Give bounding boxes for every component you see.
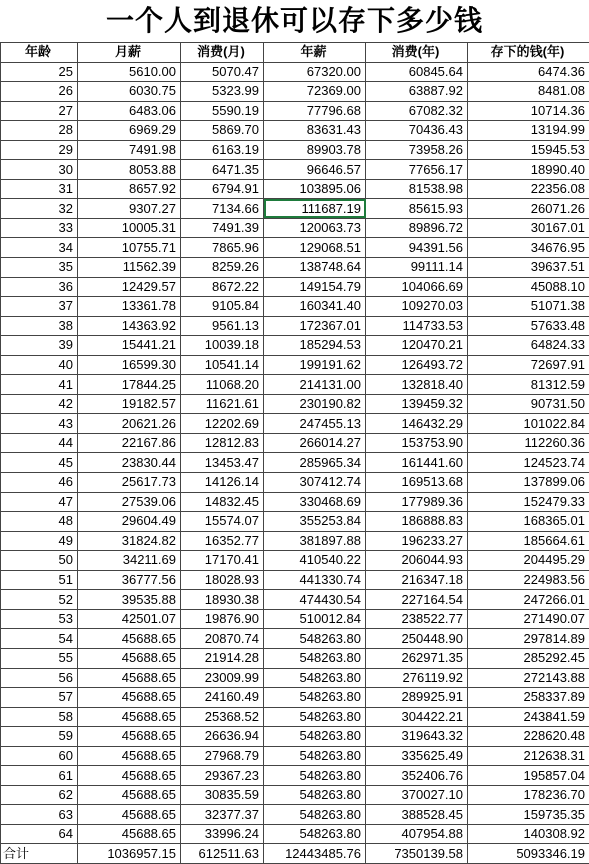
age-cell[interactable]: 52 [1,590,78,610]
age-cell[interactable]: 50 [1,551,78,571]
annual-savings-cell[interactable]: 124523.74 [468,453,589,473]
monthly-salary-cell[interactable]: 29604.49 [78,512,181,532]
table-row [1,492,589,512]
header-annual-savings[interactable]: 存下的钱(年) [468,43,589,63]
annual-savings-cell[interactable]: 6474.36 [468,62,589,82]
annual-spending-cell[interactable]: 227164.54 [366,590,468,610]
monthly-salary-cell[interactable]: 39535.88 [78,590,181,610]
annual-savings-cell[interactable]: 137899.06 [468,473,589,493]
age-cell[interactable]: 43 [1,414,78,434]
annual-savings-cell[interactable]: 26071.26 [468,199,589,219]
annual-salary-cell[interactable]: 160341.40 [264,297,366,317]
age-cell[interactable]: 63 [1,805,78,825]
age-cell[interactable]: 45 [1,453,78,473]
monthly-spending-cell[interactable]: 30835.59 [181,785,264,805]
table-row [1,140,589,160]
annual-spending-cell[interactable]: 126493.72 [366,355,468,375]
annual-salary-cell[interactable]: 441330.74 [264,570,366,590]
monthly-salary-cell[interactable]: 8053.88 [78,160,181,180]
monthly-spending-cell[interactable]: 8259.26 [181,258,264,278]
table-row [1,316,589,336]
annual-salary-cell[interactable]: 548263.80 [264,648,366,668]
annual-spending-cell[interactable]: 289925.91 [366,688,468,708]
table-row [1,551,589,571]
table-row [1,805,589,825]
monthly-spending-cell[interactable]: 11068.20 [181,375,264,395]
annual-salary-cell[interactable]: 381897.88 [264,531,366,551]
header-monthly-spending[interactable]: 消费(月) [181,43,264,63]
table-row [1,590,589,610]
monthly-salary-cell[interactable]: 9307.27 [78,199,181,219]
monthly-salary-cell[interactable]: 22167.86 [78,433,181,453]
age-cell[interactable]: 44 [1,433,78,453]
monthly-spending-cell[interactable]: 24160.49 [181,688,264,708]
annual-savings-cell[interactable]: 81312.59 [468,375,589,395]
annual-savings-cell[interactable]: 243841.59 [468,707,589,727]
header-annual-spending[interactable]: 消费(年) [366,43,468,63]
monthly-salary-cell[interactable]: 45688.65 [78,707,181,727]
monthly-salary-cell[interactable]: 13361.78 [78,297,181,317]
monthly-spending-cell[interactable]: 18930.38 [181,590,264,610]
annual-savings-cell[interactable]: 195857.04 [468,766,589,786]
annual-salary-cell[interactable]: 285965.34 [264,453,366,473]
table-row [1,414,589,434]
annual-salary-cell[interactable]: 548263.80 [264,707,366,727]
monthly-spending-cell[interactable]: 20870.74 [181,629,264,649]
annual-savings-cell[interactable]: 224983.56 [468,570,589,590]
annual-salary-cell[interactable]: 410540.22 [264,551,366,571]
annual-spending-cell[interactable]: 70436.43 [366,121,468,141]
annual-spending-cell[interactable]: 250448.90 [366,629,468,649]
table-row [1,668,589,688]
annual-spending-cell[interactable]: 77656.17 [366,160,468,180]
annual-salary-cell[interactable]: 548263.80 [264,688,366,708]
annual-salary-cell[interactable]: 199191.62 [264,355,366,375]
table-row [1,648,589,668]
monthly-spending-cell[interactable]: 7491.39 [181,218,264,238]
table-row [1,160,589,180]
annual-salary-cell[interactable]: 111687.19 [264,199,366,219]
annual-salary-cell[interactable]: 67320.00 [264,62,366,82]
retirement-savings-table [0,42,589,864]
annual-spending-cell[interactable]: 85615.93 [366,199,468,219]
age-cell[interactable]: 37 [1,297,78,317]
monthly-spending-cell[interactable]: 8672.22 [181,277,264,297]
total-annual-spending-cell[interactable]: 7350139.58 [366,844,468,864]
annual-salary-cell[interactable]: 230190.82 [264,394,366,414]
table-row [1,394,589,414]
monthly-spending-cell[interactable]: 11621.61 [181,394,264,414]
annual-spending-cell[interactable]: 132818.40 [366,375,468,395]
table-row [1,258,589,278]
annual-spending-cell[interactable]: 186888.83 [366,512,468,532]
annual-spending-cell[interactable]: 352406.76 [366,766,468,786]
annual-savings-cell[interactable]: 228620.48 [468,727,589,747]
annual-spending-cell[interactable]: 407954.88 [366,824,468,844]
header-monthly-salary[interactable]: 月薪 [78,43,181,63]
table-row [1,355,589,375]
age-cell[interactable]: 55 [1,648,78,668]
annual-spending-cell[interactable]: 153753.90 [366,433,468,453]
age-cell[interactable]: 38 [1,316,78,336]
table-row [1,727,589,747]
table-row [1,453,589,473]
age-cell[interactable]: 29 [1,140,78,160]
annual-salary-cell[interactable]: 548263.80 [264,727,366,747]
table-row [1,766,589,786]
annual-salary-cell[interactable]: 103895.06 [264,179,366,199]
monthly-spending-cell[interactable]: 5590.19 [181,101,264,121]
table-row [1,238,589,258]
annual-spending-cell[interactable]: 146432.29 [366,414,468,434]
total-monthly-salary-cell[interactable]: 1036957.15 [78,844,181,864]
monthly-salary-cell[interactable]: 10005.31 [78,218,181,238]
annual-spending-cell[interactable]: 109270.03 [366,297,468,317]
annual-savings-cell[interactable]: 13194.99 [468,121,589,141]
annual-salary-cell[interactable]: 247455.13 [264,414,366,434]
annual-salary-cell[interactable]: 548263.80 [264,766,366,786]
monthly-salary-cell[interactable]: 11562.39 [78,258,181,278]
annual-spending-cell[interactable]: 114733.53 [366,316,468,336]
table-row [1,375,589,395]
annual-salary-cell[interactable]: 548263.80 [264,785,366,805]
annual-spending-cell[interactable]: 81538.98 [366,179,468,199]
table-row [1,199,589,219]
age-cell[interactable]: 46 [1,473,78,493]
age-cell[interactable]: 48 [1,512,78,532]
monthly-spending-cell[interactable]: 14832.45 [181,492,264,512]
monthly-salary-cell[interactable]: 6969.29 [78,121,181,141]
annual-savings-cell[interactable]: 18990.40 [468,160,589,180]
monthly-salary-cell[interactable]: 16599.30 [78,355,181,375]
annual-spending-cell[interactable]: 89896.72 [366,218,468,238]
annual-salary-cell[interactable]: 129068.51 [264,238,366,258]
age-cell[interactable]: 49 [1,531,78,551]
monthly-salary-cell[interactable]: 17844.25 [78,375,181,395]
table-row [1,707,589,727]
annual-spending-cell[interactable]: 60845.64 [366,62,468,82]
monthly-salary-cell[interactable]: 45688.65 [78,766,181,786]
age-cell[interactable]: 57 [1,688,78,708]
age-cell[interactable]: 32 [1,199,78,219]
monthly-salary-cell[interactable]: 14363.92 [78,316,181,336]
monthly-spending-cell[interactable]: 25368.52 [181,707,264,727]
monthly-spending-cell[interactable]: 10039.18 [181,336,264,356]
monthly-spending-cell[interactable]: 21914.28 [181,648,264,668]
annual-spending-cell[interactable]: 169513.68 [366,473,468,493]
age-cell[interactable]: 41 [1,375,78,395]
annual-salary-cell[interactable]: 330468.69 [264,492,366,512]
age-cell[interactable]: 25 [1,62,78,82]
monthly-spending-cell[interactable]: 10541.14 [181,355,264,375]
annual-spending-cell[interactable]: 63887.92 [366,82,468,102]
table-row [1,277,589,297]
annual-savings-cell[interactable]: 178236.70 [468,785,589,805]
table-row [1,785,589,805]
monthly-salary-cell[interactable]: 45688.65 [78,805,181,825]
annual-savings-cell[interactable]: 204495.29 [468,551,589,571]
annual-salary-cell[interactable]: 266014.27 [264,433,366,453]
total-monthly-spending-cell[interactable]: 612511.63 [181,844,264,864]
table-row [1,218,589,238]
monthly-salary-cell[interactable]: 6030.75 [78,82,181,102]
annual-spending-cell[interactable]: 238522.77 [366,609,468,629]
annual-spending-cell[interactable]: 73958.26 [366,140,468,160]
age-cell[interactable]: 40 [1,355,78,375]
annual-savings-cell[interactable]: 258337.89 [468,688,589,708]
table-row [1,82,589,102]
annual-spending-cell[interactable]: 216347.18 [366,570,468,590]
monthly-salary-cell[interactable]: 23830.44 [78,453,181,473]
monthly-spending-cell[interactable]: 9561.13 [181,316,264,336]
annual-spending-cell[interactable]: 206044.93 [366,551,468,571]
annual-spending-cell[interactable]: 161441.60 [366,453,468,473]
annual-salary-cell[interactable]: 83631.43 [264,121,366,141]
annual-spending-cell[interactable]: 370027.10 [366,785,468,805]
age-cell[interactable]: 59 [1,727,78,747]
annual-salary-cell[interactable]: 307412.74 [264,473,366,493]
annual-spending-cell[interactable]: 196233.27 [366,531,468,551]
annual-salary-cell[interactable]: 548263.80 [264,629,366,649]
table-row [1,433,589,453]
table-row [1,101,589,121]
monthly-salary-cell[interactable]: 6483.06 [78,101,181,121]
monthly-spending-cell[interactable]: 33996.24 [181,824,264,844]
annual-savings-cell[interactable]: 39637.51 [468,258,589,278]
monthly-spending-cell[interactable]: 19876.90 [181,609,264,629]
monthly-salary-cell[interactable]: 27539.06 [78,492,181,512]
age-cell[interactable]: 58 [1,707,78,727]
monthly-spending-cell[interactable]: 17170.41 [181,551,264,571]
age-cell[interactable]: 31 [1,179,78,199]
annual-salary-cell[interactable]: 172367.01 [264,316,366,336]
monthly-salary-cell[interactable]: 45688.65 [78,688,181,708]
annual-spending-cell[interactable]: 120470.21 [366,336,468,356]
table-row [1,62,589,82]
header-row [1,43,589,63]
age-cell[interactable]: 28 [1,121,78,141]
annual-salary-cell[interactable]: 548263.80 [264,805,366,825]
annual-savings-cell[interactable]: 30167.01 [468,218,589,238]
annual-salary-cell[interactable]: 185294.53 [264,336,366,356]
monthly-spending-cell[interactable]: 5869.70 [181,121,264,141]
annual-savings-cell[interactable]: 247266.01 [468,590,589,610]
sheet-title: 一个人到退休可以存下多少钱 [0,0,589,43]
age-cell[interactable]: 53 [1,609,78,629]
monthly-spending-cell[interactable]: 23009.99 [181,668,264,688]
table-row [1,336,589,356]
monthly-spending-cell[interactable]: 12812.83 [181,433,264,453]
annual-savings-cell[interactable]: 159735.35 [468,805,589,825]
monthly-salary-cell[interactable]: 15441.21 [78,336,181,356]
age-cell[interactable]: 60 [1,746,78,766]
age-cell[interactable]: 51 [1,570,78,590]
monthly-salary-cell[interactable]: 31824.82 [78,531,181,551]
table-row [1,473,589,493]
table-row [1,179,589,199]
age-cell[interactable]: 64 [1,824,78,844]
age-cell[interactable]: 56 [1,668,78,688]
annual-spending-cell[interactable]: 262971.35 [366,648,468,668]
annual-savings-cell[interactable]: 297814.89 [468,629,589,649]
annual-salary-cell[interactable]: 120063.73 [264,218,366,238]
annual-savings-cell[interactable]: 51071.38 [468,297,589,317]
monthly-spending-cell[interactable]: 27968.79 [181,746,264,766]
total-annual-salary-cell[interactable]: 12443485.76 [264,844,366,864]
annual-savings-cell[interactable]: 101022.84 [468,414,589,434]
annual-salary-cell[interactable]: 89903.78 [264,140,366,160]
annual-salary-cell[interactable]: 72369.00 [264,82,366,102]
annual-salary-cell[interactable]: 77796.68 [264,101,366,121]
annual-savings-cell[interactable]: 64824.33 [468,336,589,356]
monthly-spending-cell[interactable]: 16352.77 [181,531,264,551]
annual-savings-cell[interactable]: 185664.61 [468,531,589,551]
annual-savings-cell[interactable]: 140308.92 [468,824,589,844]
annual-salary-cell[interactable]: 548263.80 [264,746,366,766]
age-cell[interactable]: 36 [1,277,78,297]
table-row [1,746,589,766]
annual-savings-cell[interactable]: 22356.08 [468,179,589,199]
annual-savings-cell[interactable]: 72697.91 [468,355,589,375]
annual-savings-cell[interactable]: 152479.33 [468,492,589,512]
annual-savings-cell[interactable]: 57633.48 [468,316,589,336]
header-age[interactable]: 年龄 [1,43,78,63]
annual-salary-cell[interactable]: 149154.79 [264,277,366,297]
monthly-salary-cell[interactable]: 45688.65 [78,824,181,844]
monthly-salary-cell[interactable]: 45688.65 [78,727,181,747]
annual-salary-cell[interactable]: 355253.84 [264,512,366,532]
monthly-spending-cell[interactable]: 9105.84 [181,297,264,317]
annual-savings-cell[interactable]: 34676.95 [468,238,589,258]
table-row [1,531,589,551]
annual-spending-cell[interactable]: 104066.69 [366,277,468,297]
age-cell[interactable]: 61 [1,766,78,786]
monthly-salary-cell[interactable]: 19182.57 [78,394,181,414]
annual-savings-cell[interactable]: 272143.88 [468,668,589,688]
monthly-salary-cell[interactable]: 12429.57 [78,277,181,297]
annual-spending-cell[interactable]: 335625.49 [366,746,468,766]
table-row [1,629,589,649]
monthly-spending-cell[interactable]: 18028.93 [181,570,264,590]
age-cell[interactable]: 62 [1,785,78,805]
annual-savings-cell[interactable]: 45088.10 [468,277,589,297]
annual-spending-cell[interactable]: 388528.45 [366,805,468,825]
annual-savings-cell[interactable]: 112260.36 [468,433,589,453]
monthly-spending-cell[interactable]: 6163.19 [181,140,264,160]
age-cell[interactable]: 26 [1,82,78,102]
total-label[interactable]: 合计 [1,844,78,864]
annual-savings-cell[interactable]: 285292.45 [468,648,589,668]
annual-savings-cell[interactable]: 212638.31 [468,746,589,766]
annual-savings-cell[interactable]: 10714.36 [468,101,589,121]
annual-spending-cell[interactable]: 67082.32 [366,101,468,121]
monthly-spending-cell[interactable]: 6471.35 [181,160,264,180]
monthly-salary-cell[interactable]: 45688.65 [78,746,181,766]
monthly-spending-cell[interactable]: 15574.07 [181,512,264,532]
age-cell[interactable]: 33 [1,218,78,238]
table-row [1,688,589,708]
annual-spending-cell[interactable]: 177989.36 [366,492,468,512]
annual-salary-cell[interactable]: 548263.80 [264,824,366,844]
age-cell[interactable]: 27 [1,101,78,121]
monthly-salary-cell[interactable]: 25617.73 [78,473,181,493]
monthly-spending-cell[interactable]: 29367.23 [181,766,264,786]
monthly-salary-cell[interactable]: 20621.26 [78,414,181,434]
monthly-salary-cell[interactable]: 10755.71 [78,238,181,258]
annual-savings-cell[interactable]: 15945.53 [468,140,589,160]
monthly-spending-cell[interactable]: 7865.96 [181,238,264,258]
annual-spending-cell[interactable]: 94391.56 [366,238,468,258]
monthly-salary-cell[interactable]: 36777.56 [78,570,181,590]
monthly-spending-cell[interactable]: 32377.37 [181,805,264,825]
table-row [1,512,589,532]
monthly-spending-cell[interactable]: 13453.47 [181,453,264,473]
annual-spending-cell[interactable]: 304422.21 [366,707,468,727]
age-cell[interactable]: 42 [1,394,78,414]
age-cell[interactable]: 54 [1,629,78,649]
monthly-salary-cell[interactable]: 8657.92 [78,179,181,199]
monthly-salary-cell[interactable]: 45688.65 [78,629,181,649]
age-cell[interactable]: 30 [1,160,78,180]
header-annual-salary[interactable]: 年薪 [264,43,366,63]
annual-savings-cell[interactable]: 271490.07 [468,609,589,629]
annual-spending-cell[interactable]: 99111.14 [366,258,468,278]
annual-spending-cell[interactable]: 139459.32 [366,394,468,414]
monthly-salary-cell[interactable]: 5610.00 [78,62,181,82]
age-cell[interactable]: 47 [1,492,78,512]
annual-salary-cell[interactable]: 510012.84 [264,609,366,629]
monthly-salary-cell[interactable]: 45688.65 [78,668,181,688]
table-row [1,609,589,629]
monthly-salary-cell[interactable]: 34211.69 [78,551,181,571]
table-row [1,297,589,317]
age-cell[interactable]: 39 [1,336,78,356]
monthly-spending-cell[interactable]: 12202.69 [181,414,264,434]
annual-salary-cell[interactable]: 138748.64 [264,258,366,278]
monthly-spending-cell[interactable]: 7134.66 [181,199,264,219]
monthly-salary-cell[interactable]: 45688.65 [78,648,181,668]
age-cell[interactable]: 35 [1,258,78,278]
monthly-salary-cell[interactable]: 7491.98 [78,140,181,160]
annual-salary-cell[interactable]: 214131.00 [264,375,366,395]
annual-salary-cell[interactable]: 548263.80 [264,668,366,688]
monthly-spending-cell[interactable]: 26636.94 [181,727,264,747]
monthly-spending-cell[interactable]: 5323.99 [181,82,264,102]
annual-salary-cell[interactable]: 474430.54 [264,590,366,610]
annual-spending-cell[interactable]: 276119.92 [366,668,468,688]
monthly-salary-cell[interactable]: 42501.07 [78,609,181,629]
total-annual-savings-cell[interactable]: 5093346.19 [468,844,589,864]
annual-savings-cell[interactable]: 168365.01 [468,512,589,532]
monthly-spending-cell[interactable]: 14126.14 [181,473,264,493]
annual-salary-cell[interactable]: 96646.57 [264,160,366,180]
table-row [1,570,589,590]
annual-savings-cell[interactable]: 8481.08 [468,82,589,102]
monthly-salary-cell[interactable]: 45688.65 [78,785,181,805]
monthly-spending-cell[interactable]: 6794.91 [181,179,264,199]
table-row [1,824,589,844]
monthly-spending-cell[interactable]: 5070.47 [181,62,264,82]
age-cell[interactable]: 34 [1,238,78,258]
annual-spending-cell[interactable]: 319643.32 [366,727,468,747]
annual-savings-cell[interactable]: 90731.50 [468,394,589,414]
table-row [1,121,589,141]
